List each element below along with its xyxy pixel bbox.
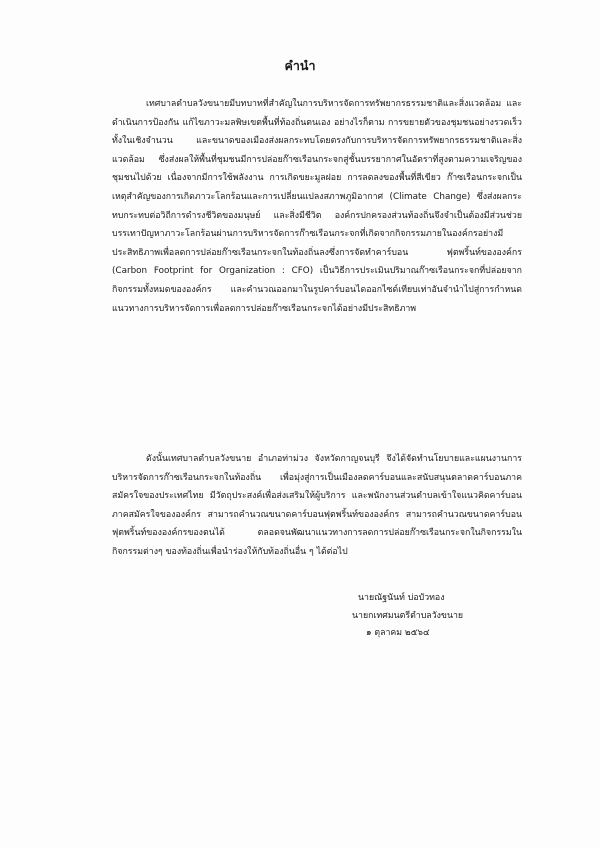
paragraph-text: ดังนั้นเทศบาลตำบลวังขนาย อำเภอท่าม่วง จังหวัดกาญจนบุรี จึงได้จัดทำนโยบายและแผนงานการบริหารจัดการก๊าซเรือนกระจกในท้องถิ่น เพื่อมุ่งสู่การเป็นเมืองลดคาร์บอนและสนับสนุนตลาดคาร์บอนภาคสมัครใจของประเทศไทย มีวัตถุประสงค์เพื่อส่งเสริมให้ผู้บริการ และพนักงานส่วนตำบลเข้าใจแนวคิดคาร์บอนภาคสมัครใจขององค์กร สามารถคำนวณขนาดคาร์บอนฟุตพริ้นท์ขององค์กร สามารถคำนวณขนาดคาร์บอนฟุตพริ้นท์ขององค์กรของตนได้ ตลอดจนพัฒนาแนวทางการลดการปล่อยก๊าซเรือนกระจกในกิจกรรมในกิจกรรมต่างๆ ของท้องถิ่นเพื่อนำร่องให้กับท้องถิ่นอื่น ๆ ได้ต่อไป — [112, 454, 522, 557]
paragraph-conclusion — [112, 450, 522, 562]
paragraph-intro — [112, 95, 522, 318]
signer-name: นายณัฐนันท์ บ่อบัวทอง — [358, 593, 445, 603]
page-title: คำนำ — [284, 58, 316, 73]
signature-date: ๑ ตุลาคม ๒๕๖๔ — [366, 628, 430, 638]
signer-position: นายกเทศมนตรีตำบลวังขนาย — [352, 610, 464, 621]
paragraph-text: เทศบาลตำบลวังขนายมีบทบาทที่สำคัญในการบริหารจัดการทรัพยากรธรรมชาติและสิ่งแวดล้อม และดำเนินการป้องกัน แก้ไขภาวะมลพิษเขตพื้นที่ท้องถิ่นตนเอง อย่างไรก็ตาม การขยายตัวของชุมชนอย่างรวดเร็วทั้งในเชิงจำนวน และขนาดของเมืองส่งผลกระทบโดยตรงกับการบริหารจัดการทรัพยากรธรรมชาติและสิ่งแวดล้อม ซึ่งส่งผลให้พื้นที่ชุมชนมีการปล่อยก๊าซเรือนกระจกสู่ชั้นบรรยากาศในอัตราที่สูงตามความเจริญของชุมชนไปด้วย เนื่องจากมีการใช้พลังงาน การเกิดขยะมูลฝอย การลดลงของพื้นที่สีเขียว ก๊าซเรือนกระจกเป็นเหตุสำคัญของการเกิดภาวะโลกร้อนและการเปลี่ยนแปลงสภาพภูมิอากาศ (Climate Change) ซึ่งส่งผลกระทบกระทบต่อวิถีการดำรงชีวิตของมนุษย์ และสิ่งมีชีวิต องค์กรปกครองส่วนท้องถิ่นจึงจำเป็นต้องมีส่วนช่วยบรรเทาปัญหาภาวะโลกร้อนผ่านการบริหารจัดการก๊าซเรือนกระจกที่เกิดจากกิจกรรมภายในองค์กรอย่างมีประสิทธิภาพเพื่อลดการปล่อยก๊าซเรือนกระจกในท้องถิ่นลงซึ่งการจัดทำคาร์บอน ฟุตพริ้นท์ขององค์กร (Carbon Footprint for Organization : CFO) เป็นวิธีการประเมินปริมาณก๊าซเรือนกระจกที่ปล่อยจากกิจกรรมทั้งหมดขององค์กร และคำนวณออกมาในรูปคาร์บอนไดออกไซด์เทียบเท่าอันจำนำไปสู่การกำหนดแนวทางการบริหารจัดการเพื่อลดการปล่อยก๊าซเรือนกระจกได้อย่างมีประสิทธิภาพ — [112, 99, 522, 314]
signature-block — [352, 590, 532, 643]
